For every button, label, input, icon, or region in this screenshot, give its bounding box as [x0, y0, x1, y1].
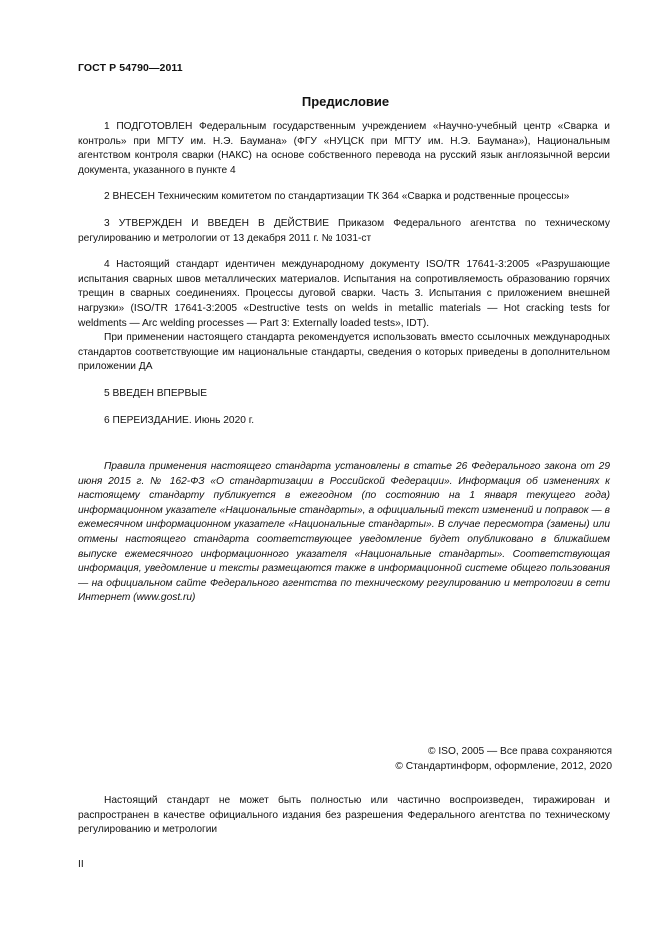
preface-body — [78, 120, 610, 606]
reproduction-notice-block — [78, 794, 610, 838]
page-title: Предисловие — [301, 94, 390, 109]
copyright-block — [395, 744, 612, 774]
page-number: II — [78, 859, 84, 870]
paragraph-1: 1 ПОДГОТОВЛЕН Федеральным государственным учреждением «Научно-учебный центр «Сварка и контроль» при МГТУ им. Н.Э. Баумана» (ФГУ «НУЦСК при МГТУ им. Н.Э. Баумана»), Национальным агентством контроля сварки (НАКС) на основе собственного перевода на русский язык англоязычной версии документа, указанного в пункте 4 — [78, 121, 610, 176]
rules-notice: Правила применения настоящего стандарта установлены в статье 26 Федерального закона от 29 июня 2015 г. № 162-ФЗ «О стандартизации в Российской Федерации». Информация об изменениях к настоящему стандарту публикуется в ежегодном (по состоянию на 1 января текущего года) информационном указателе «Национальные стандарты», а официальный текст изменений и поправок — в ежемесячном информационном указателе «Национальные стандарты». В случае пересмотра (замены) или отмены настоящего стандарта соответствующее уведомление будет опубликовано в ближайшем выпуске ежемесячного информационного указателя «Национальные стандарты». Соответствующая информация, уведомление и тексты размещаются также в информационной системе общего пользования — на официальном сайте Федерального агентства по техническому регулированию и метрологии в сети Интернет (www.gost.ru) — [78, 461, 610, 604]
paragraph-5: 5 ВВЕДЕН ВПЕРВЫЕ — [104, 387, 208, 399]
paragraph-4-note: При применении настоящего стандарта рекомендуется использовать вместо ссылочных международных стандартов соответствующие им национальные стандарты, сведения о которых приведены в дополнительном приложении ДА — [78, 332, 610, 373]
standard-code: ГОСТ Р 54790—2011 — [78, 62, 183, 74]
copyright-standartinform: © Стандартинформ, оформление, 2012, 2020 — [395, 761, 612, 772]
paragraph-3: 3 УТВЕРЖДЕН И ВВЕДЕН В ДЕЙСТВИЕ Приказом Федерального агентства по техническому регулированию и метрологии от 13 декабря 2011 г. № 1031-ст — [78, 217, 610, 244]
paragraph-2: 2 ВНЕСЕН Техническим комитетом по стандартизации ТК 364 «Сварка и родственные процессы» — [104, 191, 570, 203]
paragraph-4: 4 Настоящий стандарт идентичен международному документу ISO/TR 17641-3:2005 «Разрушающие испытания сварных швов металлических материалов. Испытания на сопротивляемость образованию горячих трещин в сварных соединениях. Процессы дуговой сварки. Часть 3. Испытания с приложением внешней нагрузки» (ISO/TR 17641-3:2005 «Destructive tests on welds in metallic materials — Hot cracking tests for weldments — Arc welding processes — Part 3: Externally loaded tests», IDT). — [78, 259, 610, 329]
copyright-iso: © ISO, 2005 — Все права сохраняются — [428, 746, 612, 757]
paragraph-6: 6 ПЕРЕИЗДАНИЕ. Июнь 2020 г. — [104, 414, 255, 426]
reproduction-notice: Настоящий стандарт не может быть полностью или частично воспроизведен, тиражирован и распространен в качестве официального издания без разрешения Федерального агентства по техническому регулированию и метрологии — [78, 795, 610, 836]
